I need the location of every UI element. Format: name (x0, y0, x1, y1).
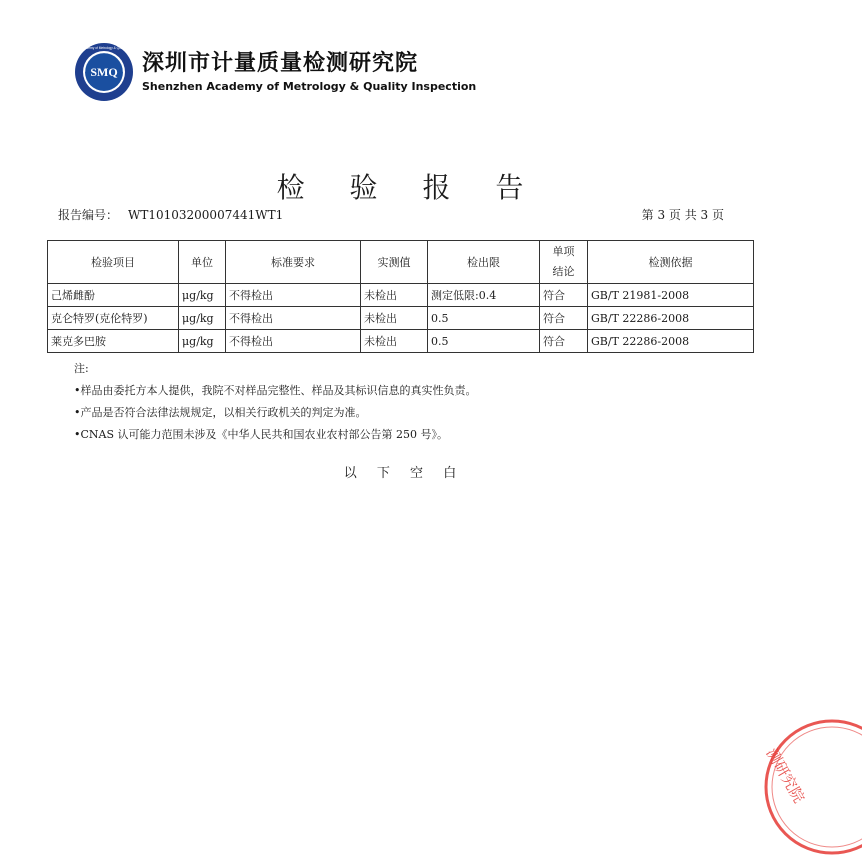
report-number (58, 206, 283, 223)
cell-unit: μg/kg (179, 284, 226, 307)
header-basis: 检测依据 (588, 241, 754, 284)
cell-conclusion: 符合 (540, 284, 588, 307)
smq-logo-icon (65, 42, 143, 102)
official-seal-icon (752, 712, 862, 862)
header-unit: 单位 (179, 241, 226, 284)
report-number-value: WT10103200007441WT1 (128, 208, 284, 222)
org-name-cn: 深圳市计量质量检测研究院 (142, 51, 419, 76)
report-number-label: 报告编号： (58, 208, 119, 222)
cell-item: 克仑特罗(克伦特罗) (48, 307, 179, 330)
header-standard: 标准要求 (226, 241, 361, 284)
blank-marker: 以 下 空 白 (343, 466, 465, 481)
cell-measured: 未检出 (361, 284, 428, 307)
table-row (48, 330, 754, 353)
svg-text:测研究院 (763, 745, 809, 806)
logo-ring-text: Shenzhen Academy of Metrology & Quality Inspection (65, 46, 143, 50)
cell-conclusion: 符合 (540, 307, 588, 330)
org-header (65, 42, 477, 112)
cell-measured: 未检出 (361, 330, 428, 353)
note-item: •样品由委托方本人提供，我院不对样品完整性、样品及其标识信息的真实性负责。 (74, 384, 477, 397)
page-info: 第 3 页 共 3 页 (641, 208, 724, 222)
header-item: 检验项目 (48, 241, 179, 284)
report-title: 检 验 报 告 (276, 171, 542, 204)
cell-conclusion: 符合 (540, 330, 588, 353)
cell-item: 己烯雌酚 (48, 284, 179, 307)
header-limit: 检出限 (428, 241, 540, 284)
notes-title: 注: (74, 362, 89, 375)
svg-text:Shenzhen Academy of Metrology (66, 46, 142, 50)
cell-limit: 0.5 (428, 307, 540, 330)
note-item: •产品是否符合法律法规规定，以相关行政机关的判定为准。 (74, 406, 367, 419)
cell-measured: 未检出 (361, 307, 428, 330)
cell-limit: 0.5 (428, 330, 540, 353)
table-row (48, 307, 754, 330)
header-measured: 实测值 (361, 241, 428, 284)
cell-basis: GB/T 21981-2008 (588, 284, 754, 307)
seal-text: 测研究院 (762, 745, 809, 806)
header-conclusion-line2: 结论 (552, 265, 575, 278)
header-conclusion (540, 241, 588, 284)
cell-limit: 测定低限:0.4 (428, 284, 540, 307)
org-name-en: Shenzhen Academy of Metrology & Quality Inspection (142, 80, 477, 93)
table-header-row (48, 241, 754, 284)
logo-label: SMQ (90, 65, 118, 79)
notes-section (74, 358, 477, 446)
cell-basis: GB/T 22286-2008 (588, 330, 754, 353)
header-conclusion-line1: 单项 (552, 245, 575, 258)
cell-standard: 不得检出 (226, 284, 361, 307)
results-table (47, 240, 754, 353)
note-item: •CNAS 认可能力范围未涉及《中华人民共和国农业农村部公告第 250 号》。 (74, 428, 448, 441)
cell-basis: GB/T 22286-2008 (588, 307, 754, 330)
cell-standard: 不得检出 (226, 330, 361, 353)
table-row (48, 284, 754, 307)
cell-item: 莱克多巴胺 (48, 330, 179, 353)
cell-unit: μg/kg (179, 307, 226, 330)
cell-standard: 不得检出 (226, 307, 361, 330)
cell-unit: μg/kg (179, 330, 226, 353)
